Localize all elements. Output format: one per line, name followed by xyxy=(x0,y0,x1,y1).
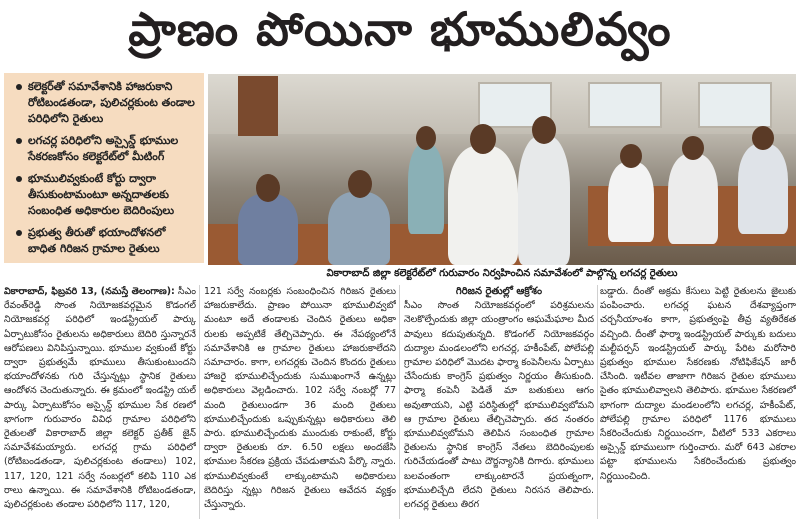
photo-person-head xyxy=(416,126,436,150)
article-text: సీఎం సొంత నియోజకవర్గంలో పరిశ్రమలను నెలకొల్పేందుకు జిల్లా యంత్రాంగం ఆఘమేఘాల మీద పావులు కదుపుతున్నది. కొడంగల్ నియోజకవర్గం దుద్యాల మండలంలోని లగచర్ల, హకీంపేట్, పోలేపల్లి గ్రామాల పరిధిలో మొదట ఫార్మా కంపెనీలను ఏర్పాటు చేసేందుకు కాంగ్రెస్ ప్రభుత్వం నిర్ణయం తీసుకుంది. ఫార్మా కంపెనీ పెడితే మా బతుకులు ఆగం అవుతాయని, ఎట్టి పరిస్థితుల్లో భూములివ్వబోమని ఆ గ్రామాల రైతులు తేల్చిచెప్పారు. తద నంతరం భూములివ్వబోమని తెలిపిన సంబంధిత గ్రామాల రైతులను స్థానిక కాంగ్రెస్ నేతలు బెదిరింపులకు గురిచేయడంతో పాటు దౌర్జన్యానికి దిగారు. భూములు బలవంతంగా లాక్కుంటారనే ప్రయత్నంగా, భూములిచ్చేది లేదని రైతులు నిరసన తెలిపారు. లగచర్ల రైతులు తిరగ xyxy=(404,300,594,511)
highlight-item: లగచర్ల పరిధిలోని అస్సైన్డ్ భూముల సేకరణకోసం కలెక్టరేట్‌లో మీటింగ్ xyxy=(16,133,196,165)
dateline: వికారాబాద్, ఫిబ్రవరి 13, (నమస్తే తెలంగాణ): xyxy=(4,286,175,297)
photo-person-head xyxy=(752,126,774,150)
highlights-box xyxy=(4,73,204,263)
meeting-photo xyxy=(208,74,796,265)
photo-person xyxy=(608,162,654,242)
column-rule xyxy=(199,285,200,519)
photo-person xyxy=(238,194,298,265)
highlight-item: ప్రభుత్వ తీరుతో భయాందోళనలో బాధిత గిరిజన గ్రామాల రైతులు xyxy=(16,225,196,257)
highlights-list xyxy=(16,79,196,257)
photo-person-head xyxy=(470,124,496,154)
highlight-item: భూములివ్వకుంటే కోర్టు ద్వారా తీసుకుంటామంటూ అన్నదాతలకు సంబంధిత అధికారుల బెదిరింపులు xyxy=(16,171,196,219)
photo-window xyxy=(698,82,772,128)
headline: ప్రాణం పోయినా భూములివ్వం xyxy=(128,2,672,56)
photo-person-head xyxy=(682,136,704,160)
highlight-item: కలెక్టర్‌తో సమావేశానికి హాజరుకాని రోటిబండతండా, పులిచర్లకుంట తండాల పరిధిలోని రైతులు xyxy=(16,79,196,127)
section-subhead: గిరిజన రైతుల్లో ఆక్రోశం xyxy=(455,286,543,297)
article-column-4 xyxy=(600,285,796,521)
photo-window xyxy=(588,82,662,128)
photo-person xyxy=(668,154,718,244)
photo-person xyxy=(408,144,444,234)
photo-person-head xyxy=(256,174,280,202)
photo-person-head xyxy=(620,144,642,168)
photo-caption: వికారాబాద్ జిల్లా కలెక్టరేట్‌లో గురువారం నిర్వహించిన సమావేశంలో పాల్గొన్న లగచర్ల రైతులు xyxy=(326,268,678,279)
article-column-1 xyxy=(4,285,196,521)
column-rule xyxy=(597,285,598,519)
article-column-2 xyxy=(204,285,396,521)
article-text: సీఎం రేవంత్‌రెడ్డి సొంత నియోజకవర్గమైన కొడంగల్ నియోజకవర్గ పరిధిలో ఇండస్ట్రియల్ పార్కు ఏర్పాటుకోసం రైతులను అధికారులు బెదిరి స్తున్నారనే ఆరోపణలు వినిపిస్తున్నాయి. భూముల వ్వకుంటే కోర్టు ద్వారా ప్రభుత్వమే భూములు తీసుకుంటుందని భయాందోళనకు గురి చేస్తున్నట్లు స్థానిక రైతులు ఆందోళన చెందుతున్నారు. ఈ క్రమంలో ఇండస్ట్రి యల్ పార్కు ఏర్పాటుకోసం అస్సైన్డ్ భూముల సేక రణలో భాగంగా గురువారం వివిధ గ్రామాల పరిధిలోని రైతులతో వికారాబాద్ జిల్లా కలెక్టర్ ప్రతీక్ జైన్ సమావేశమయ్యారు. లగచర్ల గ్రామ పరిధిలో (రోటిబండతండా, పులిచర్లకుంట తండాలు) 102, 117, 120, 121 సర్వే నంబర్లలో కలిపి 110 ఎక రాలు ఉన్నాయి. ఈ సమావేశానికి రోటిబండతండా, పులిచర్లకుంట తండాల పరిధిలోని 117, 120, xyxy=(4,286,196,511)
photo-person xyxy=(328,192,390,265)
photo-person xyxy=(448,146,518,265)
photo-person-head xyxy=(348,170,372,198)
photo-person-head xyxy=(532,116,556,144)
photo-person xyxy=(518,136,570,265)
column-rule xyxy=(399,285,400,519)
article-column-3 xyxy=(404,285,594,521)
photo-door xyxy=(238,76,278,136)
article-text: బడ్డారు. దీంతో అక్రమ కేసులు పెట్టి రైతులను జైలుకు పంపించారు. లగచర్ల ఘటన దేశవ్యాప్తంగా చర్చనీయాంశం కాగా, ప్రభుత్వంపై తీవ్ర వ్యతిరేకత వచ్చింది. దీంతో ఫార్మా ఇండస్ట్రియల్ పార్కుకు బదులు మల్టీపర్పస్ ఇండస్ట్రియల్ పార్కు పేరిట మరోసారి ప్రభుత్వం భూముల సేకరణకు నోటిఫికేషన్ జారీ చేసింది. ఇటీవల తాజాగా గిరిజన రైతుల భూములు సైతం భూములివ్వాలని తెలిపారు. భూముల సేకరణలో భాగంగా దుద్యాల మండలంలోని లగచర్ల, హకీంపేట్, పోలేపల్లి గ్రామాల పరిధిలో 1176 భూములు సేకరించేందుకు నిర్ణయించగా, వీటిలో 533 ఎకరాలు అస్సైన్డ్ భూములుగా గుర్తించారు. మరో 643 ఎకరాల పట్టా భూములను సేకరించేందుకు ప్రభుత్వం నిర్ణయించింది. xyxy=(600,286,796,482)
photo-person xyxy=(738,144,788,234)
article-text: 121 సర్వే నంబర్లకు సంబంధించిన గిరిజన రైతులు హాజరుకాలేదు. ప్రాణం పోయినా భూములివ్వబో మంటూ అదే తండాలకు చెందిన రైతులు అధికా రులకు అప్పటికే తేల్చిచెప్పారు. ఈ నేపథ్యంలోనే సమావేశానికి ఆ గ్రామాల రైతులు హాజరుకాలేదని సమాచారం. కాగా, లగచర్లకు చెందిన కొందరు రైతులు హాజరై భూములిచ్చేందుకు సుముఖంగానే ఉన్నట్లు అధికారులు వెల్లడించారు. 102 సర్వే నంబర్లో 77 మంది రైతులుండగా 36 మంది రైతులు భూములిచ్చేందుకు ఒప్పుకున్నట్లు అధికారులు తెలి పారు. భూములిచ్చేందుకు ముందుకు రాకుంటే, కోర్టు ద్వారా రైతులకు రూ. 6.50 లక్షలు అందజేసి భూముల సేకరణ ప్రక్రియ చేపడుతామని పేర్కొ న్నారు. భూములివ్వకుంటే లాక్కుంటామని అధికారులు బెదిరిస్తు న్నట్లు గిరిజన రైతులు ఆవేదన వ్యక్తం చేస్తున్నారు. xyxy=(204,286,396,511)
